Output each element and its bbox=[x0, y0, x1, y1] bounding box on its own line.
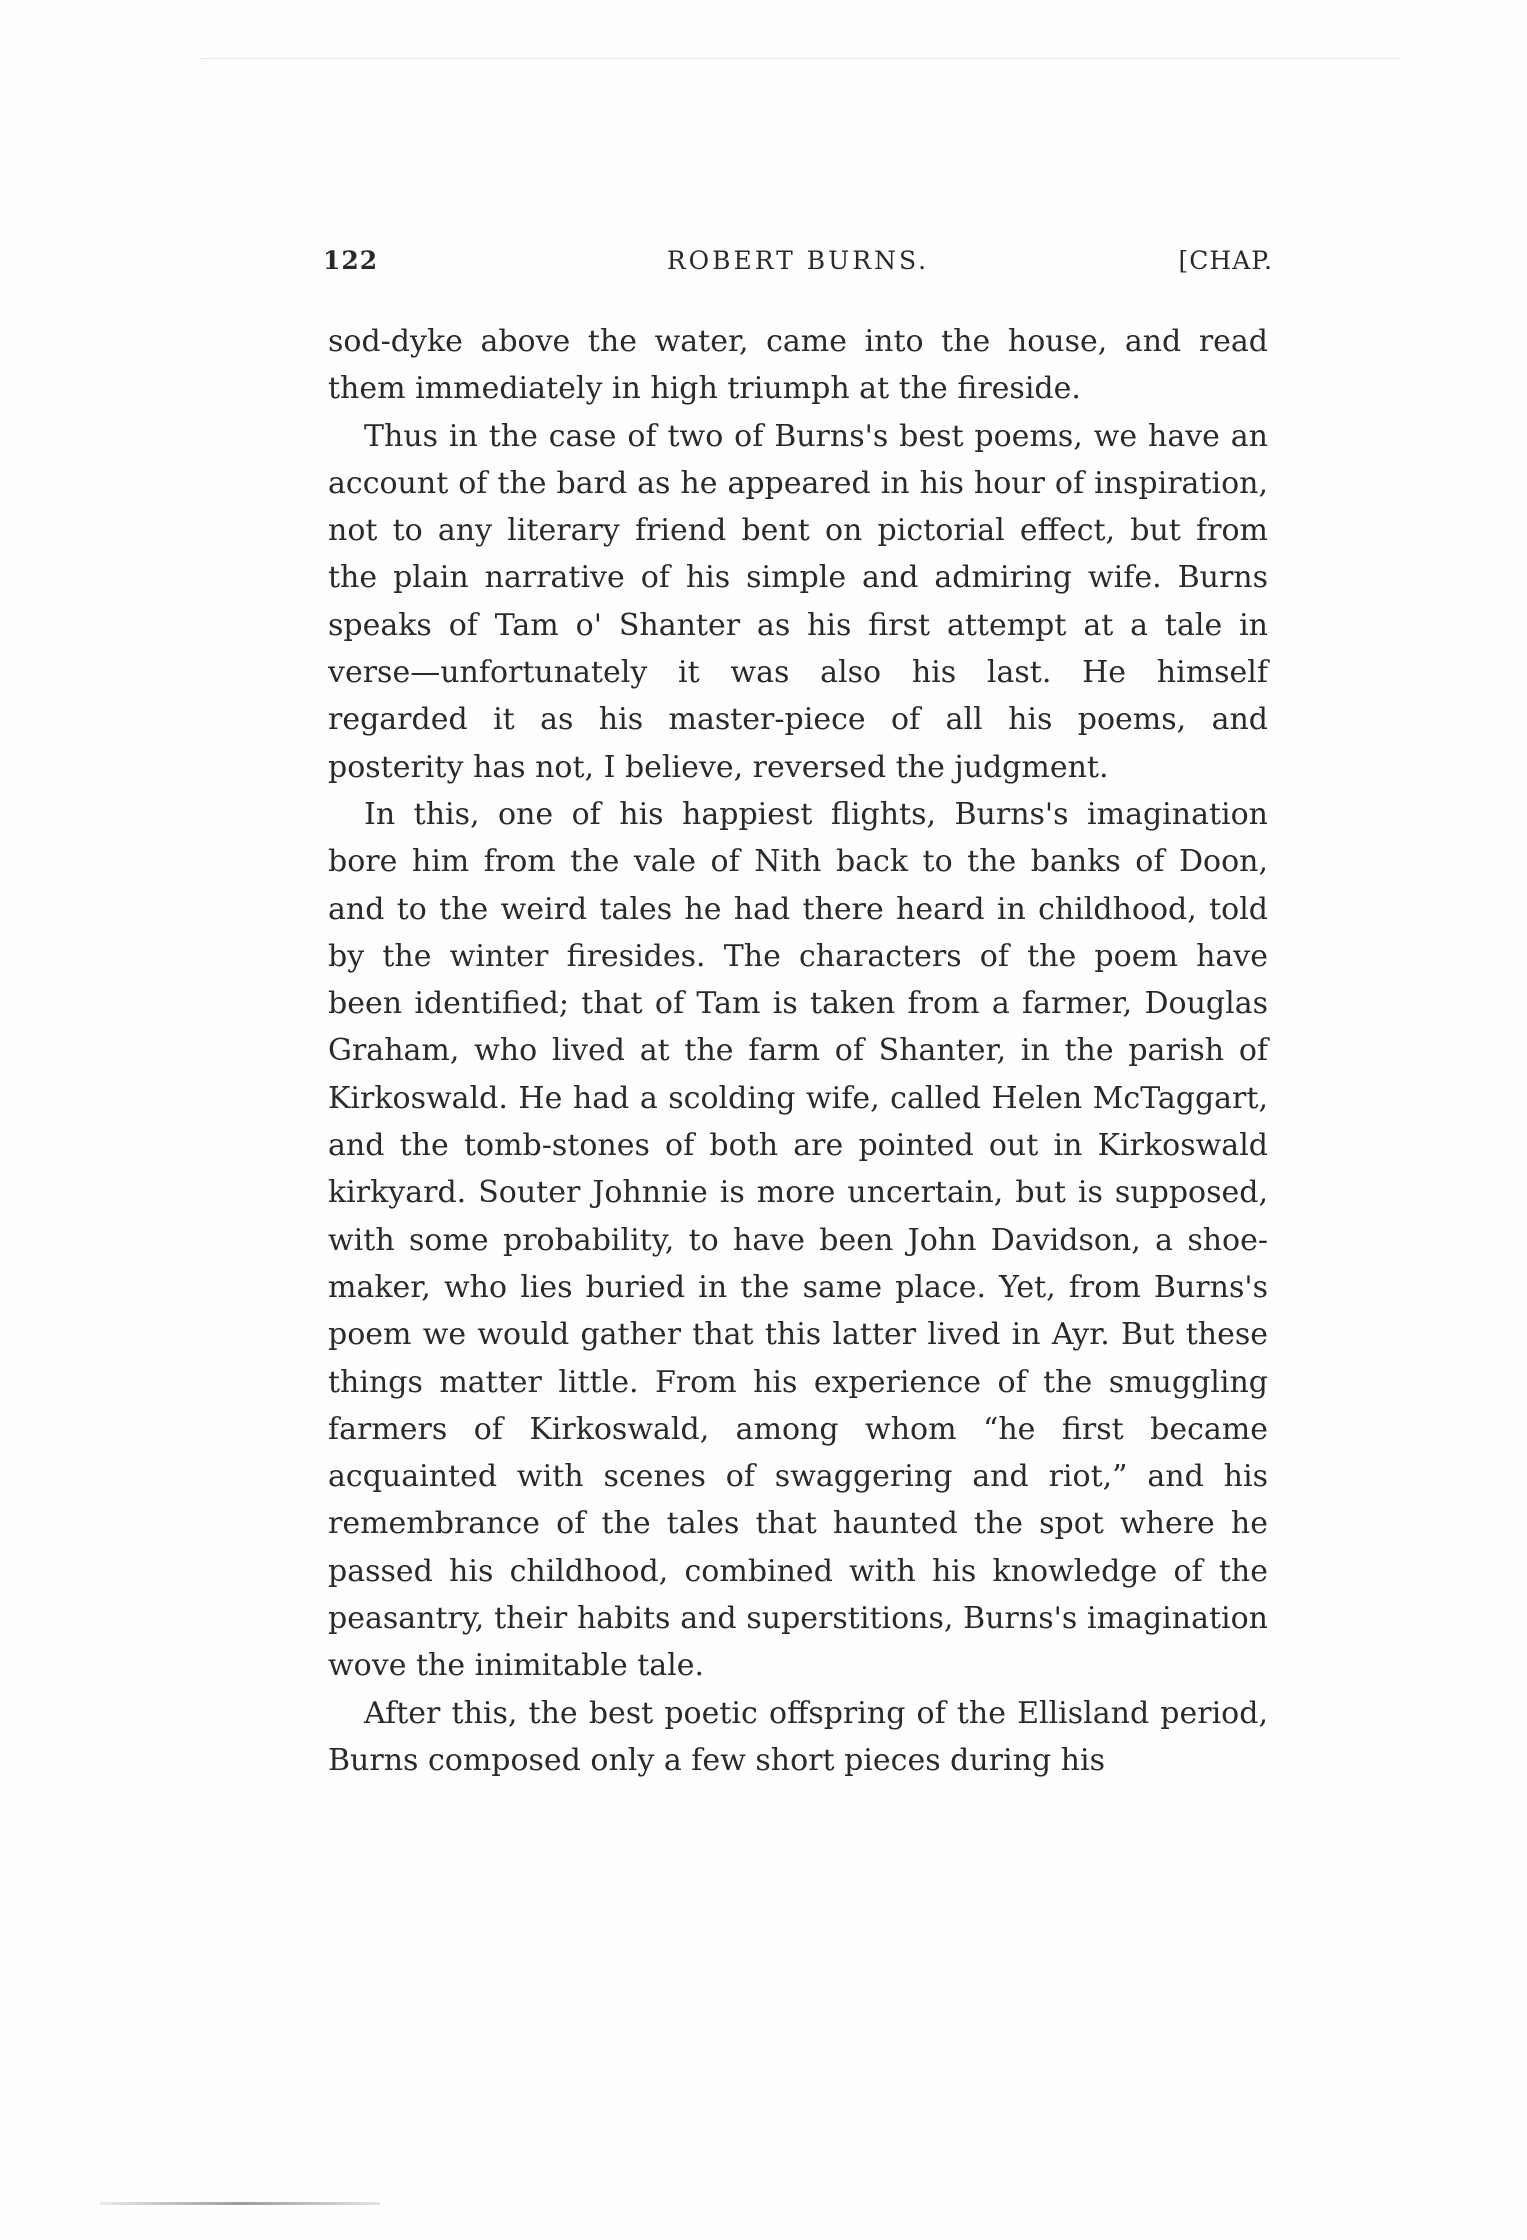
body-text bbox=[328, 318, 1268, 1784]
paragraph-continuation: sod-dyke above the water, came into the house, and read them immediately in high triumph at the fireside. bbox=[328, 324, 1268, 407]
scan-artifact-bottom bbox=[100, 2202, 380, 2205]
chapter-mark: [CHAP. bbox=[1178, 246, 1273, 275]
paragraph: Thus in the case of two of Burns's best poems, we have an account of the bard as he appeared in his hour of inspiration, not to any literary friend bent on pictorial effect, but from the plain narrative of his simple and admiring wife. Burns speaks of Tam o' Shanter as his first attempt at a tale in verse—unfortunately it was also his last. He himself regarded it as his master-piece of all his poems, and posterity has not, I believe, reversed the judgment. bbox=[328, 418, 1268, 785]
scan-artifact-top bbox=[200, 58, 1400, 61]
page-number: 122 bbox=[323, 246, 379, 275]
paragraph: In this, one of his happiest flights, Burns's imagination bore him from the vale of Nith back to the banks of Doon, and to the weird tales he had there heard in childhood, told by the winter firesides. The characters of the poem have been identified; that of Tam is taken from a farmer, Douglas Graham, who lived at the farm of Shanter, in the parish of Kirkoswald. He had a scolding wife, called Helen McTaggart, and the tomb-stones of both are pointed out in Kirkoswald kirkyard. Souter Johnnie is more uncertain, but is supposed, with some probability, to have been John Davidson, a shoe-maker, who lies buried in the same place. Yet, from Burns's poem we would gather that this latter lived in Ayr. But these things matter little. From his experience of the smuggling farmers of Kirkoswald, among whom “he first became acquainted with scenes of swaggering and riot,” and his remembrance of the tales that haunted the spot where he passed his childhood, combined with his knowledge of the peasantry, their habits and superstitions, Burns's imagination wove the inimitable tale. bbox=[328, 796, 1268, 1684]
running-header bbox=[323, 246, 1273, 286]
paragraph: After this, the best poetic offspring of the Ellisland period, Burns composed only a few short pieces during his bbox=[328, 1695, 1268, 1778]
running-title: ROBERT BURNS. bbox=[666, 246, 930, 275]
